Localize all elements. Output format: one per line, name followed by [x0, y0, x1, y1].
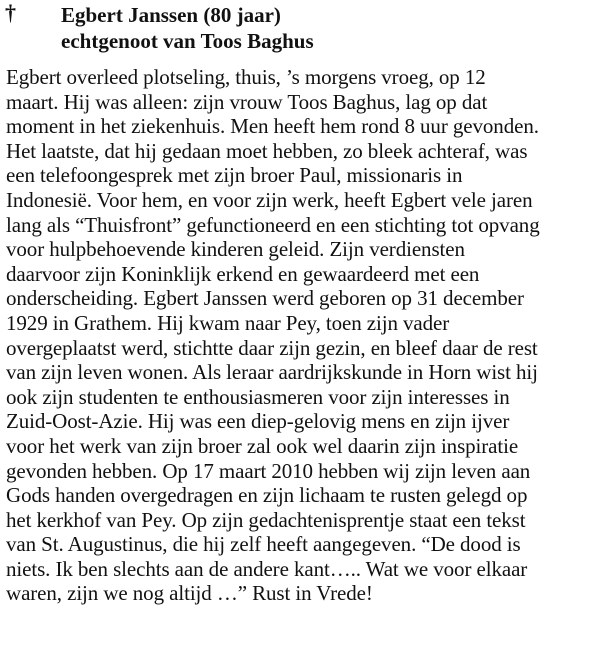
body-line: Zuid-Oost-Azie. Hij was een diep-gelovig mens en zijn ijver [6, 409, 510, 434]
body-line: lang als “Thuisfront” gefunctioneerd en een stichting tot opvang [6, 212, 540, 237]
body-line: maart. Hij was alleen: zijn vrouw Toos Baghus, lag op dat [6, 89, 488, 114]
body-line: niets. Ik ben slechts aan de andere kant….. Wat we voor elkaar [6, 556, 528, 581]
cross-icon: † [5, 0, 16, 25]
body-line: voor hulpbehoevende kinderen geleid. Zijn verdiensten [6, 237, 465, 262]
body-line: ook zijn studenten te enthousiasmeren voor zijn interesses in [6, 384, 510, 409]
body-line: Indonesië. Voor hem, en voor zijn werk, heeft Egbert vele jaren [6, 187, 533, 212]
body-line: van zijn leven wonen. Als leraar aardrijkskunde in Horn wist hij [6, 360, 538, 385]
body-line: Gods handen overgedragen en zijn lichaam te rusten gelegd op [6, 483, 528, 508]
body-line: overgeplaatst werd, stichtte daar zijn gezin, en bleef daar de rest [6, 335, 538, 360]
body-line: een telefoongesprek met zijn broer Paul, missionaris in [6, 163, 463, 188]
body-line: gevonden hebben. Op 17 maart 2010 hebben wij zijn leven aan [6, 458, 531, 483]
body-line: 1929 in Grathem. Hij kwam naar Pey, toen zijn vader [6, 310, 450, 335]
body-line: daarvoor zijn Koninklijk erkend en gewaardeerd met een [6, 261, 480, 286]
body-line: onderscheiding. Egbert Janssen werd geboren op 31 december [6, 286, 524, 311]
body-line: waren, zijn we nog altijd …” Rust in Vrede! [6, 581, 373, 606]
deceased-name: Egbert Janssen (80 jaar) [61, 3, 281, 27]
obituary-heading [61, 2, 314, 54]
spouse-line: echtgenoot van Toos Baghus [61, 29, 314, 53]
body-line: Het laatste, dat hij gedaan moet hebben, zo bleek achteraf, was [6, 138, 528, 163]
obituary-body [6, 65, 600, 606]
body-line: voor het werk van zijn broer zal ook wel daarin zijn inspiratie [6, 433, 519, 458]
body-line: moment in het ziekenhuis. Men heeft hem rond 8 uur gevonden. [6, 114, 539, 139]
body-line: Egbert overleed plotseling, thuis, ’s morgens vroeg, op 12 [6, 65, 486, 89]
body-line: van St. Augustinus, die hij zelf heeft aangegeven. “De dood is [6, 532, 521, 557]
body-line: het kerkhof van Pey. Op zijn gedachtenisprentje staat een tekst [6, 507, 526, 532]
